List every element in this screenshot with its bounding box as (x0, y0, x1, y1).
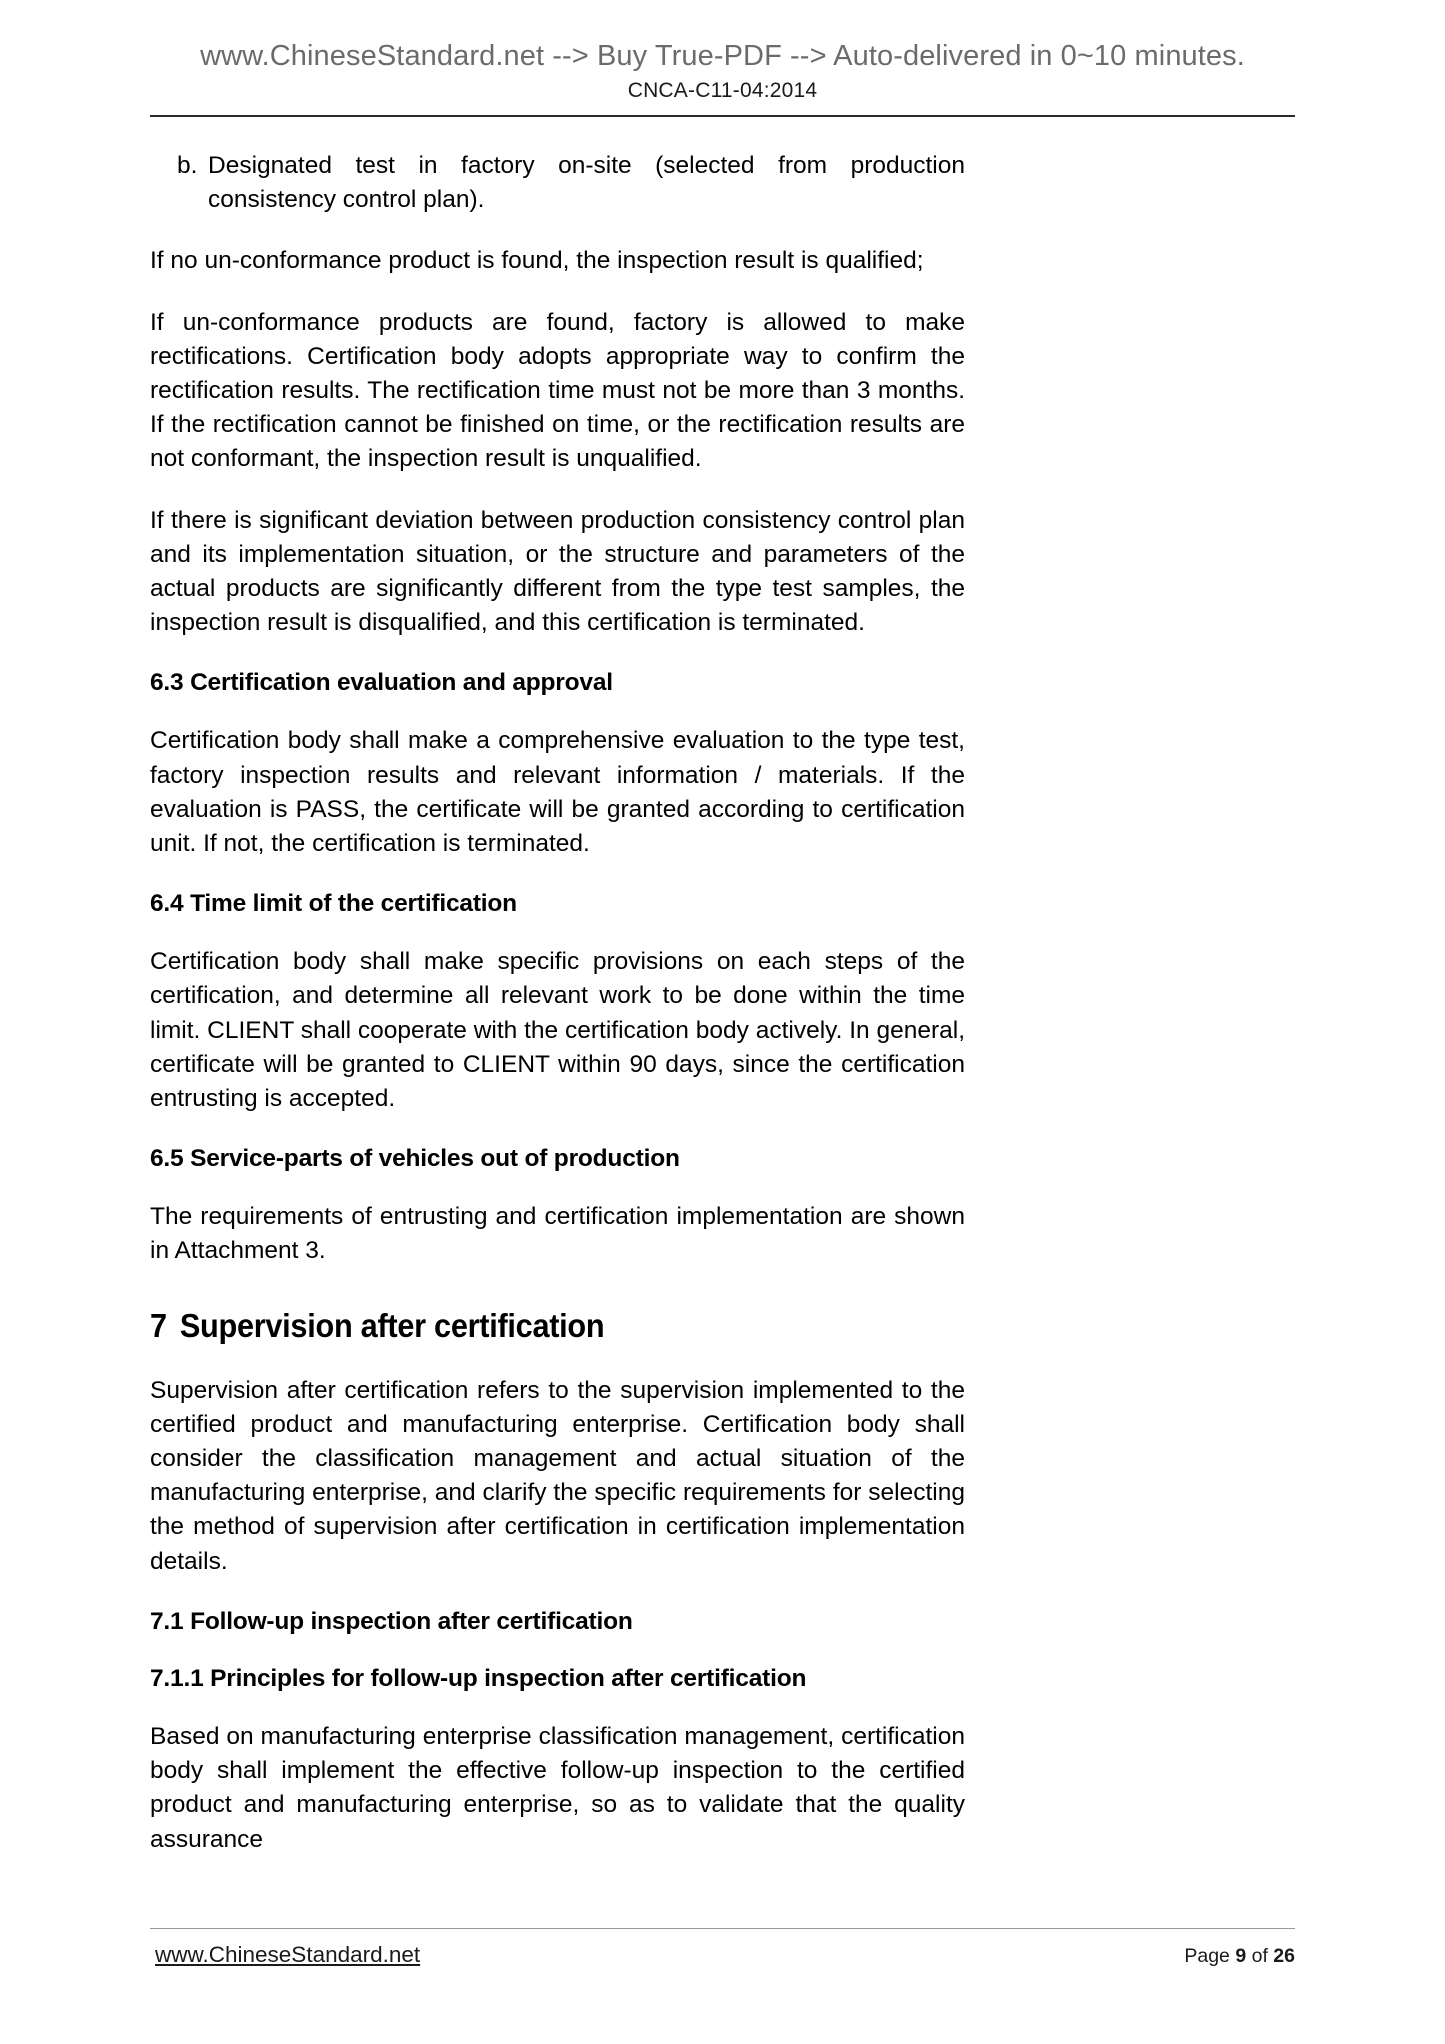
paragraph-deviation: If there is significant deviation between production consistency control plan and its implementation situation, or the structure and parameters of the actual products are significantly different from the type test samples, the inspection result is disqualified, and this certification is terminated. (150, 506, 965, 637)
paragraph-evaluation: Certification body shall make a comprehensive evaluation to the type test, factory inspection results and relevant information / materials. If the evaluation is PASS, the certificate will be granted according to certification unit. If not, the certification is terminated. (150, 727, 965, 858)
page-total: 26 (1273, 1945, 1295, 1967)
heading-7-1: 7.1 Follow-up inspection after certification (150, 1607, 633, 1635)
page-footer (150, 1942, 1295, 1982)
footer-divider (150, 1928, 1295, 1929)
page-current: 9 (1235, 1945, 1247, 1967)
page-label: Page (1184, 1945, 1230, 1967)
paragraph-followup-principles: Based on manufacturing enterprise classification management, certification body shall implement the effective follow-up inspection to the certified product and manufacturing enterprise, so as to validate that the quality assurance (150, 1722, 965, 1853)
document-body (150, 136, 965, 1857)
paragraph-no-unconformance: If no un-conformance product is found, the inspection result is qualified; (150, 247, 924, 275)
header-divider (150, 115, 1295, 117)
page-of-label: of (1251, 1945, 1268, 1967)
list-item-text: Designated test in factory on-site (selected from production consistency control plan). (208, 152, 965, 214)
footer-website-link[interactable]: www.ChineseStandard.net (155, 1942, 421, 1967)
paragraph-supervision: Supervision after certification refers to the supervision implemented to the certified product and manufacturing enterprise. Certification body shall consider the classification management and actual situation of the manufacturing enterprise, and clarify the specific requirements for selecting the method of supervision after certification in certification implementation details. (150, 1376, 965, 1575)
heading-7 (150, 1306, 908, 1346)
heading-6-4: 6.4 Time limit of the certification (150, 890, 517, 918)
promo-banner-text: www.ChineseStandard.net --> Buy True-PDF --> Auto-delivered in 0~10 minutes. (200, 40, 1245, 72)
page-number-indicator (1184, 1945, 1295, 1968)
document-code: CNCA-C11-04:2014 (627, 79, 818, 102)
heading-7-title: Supervision after certification (179, 1306, 605, 1344)
list-item-marker: b. (177, 152, 198, 179)
paragraph-time-limit: Certification body shall make specific provisions on each steps of the certification, and determine all relevant work to be done within the time limit. CLIENT shall cooperate with the certification body actively. In general, certificate will be granted to CLIENT within 90 days, since the certification entrusting is accepted. (150, 948, 965, 1113)
heading-6-3: 6.3 Certification evaluation and approval (150, 669, 613, 697)
heading-6-5: 6.5 Service-parts of vehicles out of production (150, 1145, 680, 1173)
paragraph-service-parts: The requirements of entrusting and certification implementation are shown in Attachment 3. (150, 1203, 965, 1265)
paragraph-rectification: If un-conformance products are found, factory is allowed to make rectifications. Certification body adopts appropriate way to confirm the rectification results. The rectification time must not be more than 3 months. If the rectification cannot be finished on time, or the rectification results are not conformant, the inspection result is unqualified. (150, 308, 965, 473)
list-item (150, 149, 965, 217)
heading-7-number: 7 (150, 1306, 167, 1344)
heading-7-1-1: 7.1.1 Principles for follow-up inspection after certification (150, 1664, 807, 1692)
